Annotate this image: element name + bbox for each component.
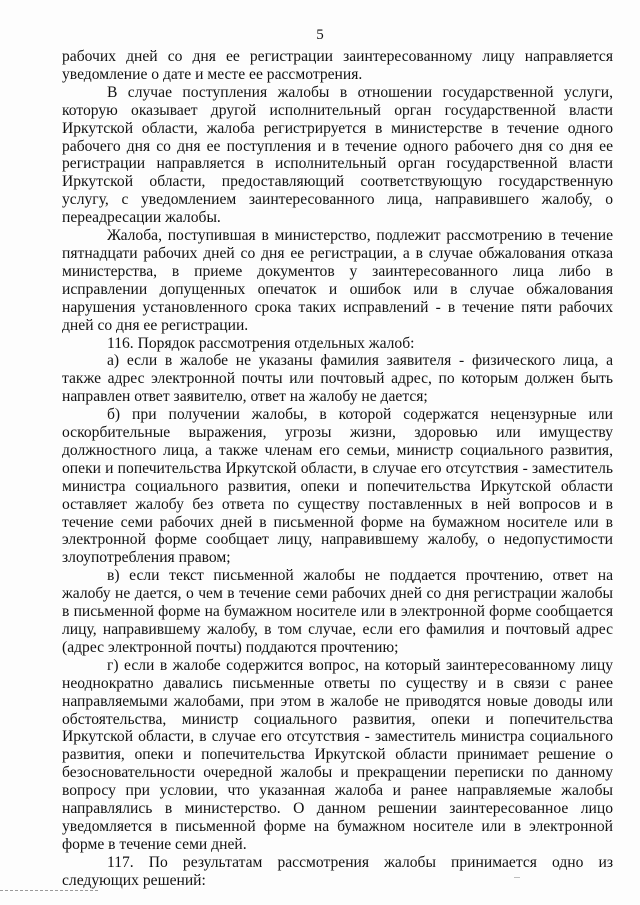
section-heading-117: 117. По результатам рассмотрения жалобы принимается одно из следующих решений: — [62, 853, 613, 889]
clause-g: г) если в жалобе содержится вопрос, на который заинтересованному лицу неоднократно давались письменные ответы по существу и в связи с ранее направляемыми жалобами, при этом в жалобе не приводятся новые доводы или обстоятельства, министр социального развития, опеки и попечительства Иркутской области, в случае его отсутствия - заместитель министра социального развития, опеки и попечительства Иркутской области принимает решение о безосновательности очередной жалобы и прекращении переписки по данному вопросу при условии, что указанная жалоба и ранее направляемые жалобы направлялись в министерство. О данном решении заинтересованное лицо уведомляется в письменной форме на бумажном носителе или в электронной форме в течение семи дней. — [62, 656, 613, 853]
clause-v: в) если текст письменной жалобы не поддается прочтению, ответ на жалобу не дается, о чем в течение семи рабочих дней со дня регистрации жалобы в письменной форме на бумажном носителе или в электронной форме сообщается лицу, направившему жалобу, в том случае, если его фамилия и почтовый адрес (адрес электронной почты) поддаются прочтению; — [62, 567, 613, 656]
clause-b: б) при получении жалобы, в которой содержатся нецензурные или оскорбительные выражения, угрозы жизни, здоровью или имуществу должностного лица, а также членам его семьи, министр социального развития, опеки и попечительства Иркутской области, в случае его отсутствия - заместитель министра социального развития, опеки и попечительства Иркутской области оставляет жалобу без ответа по существу поставленных в ней вопросов и в течение семи рабочих дней в письменной форме на бумажном носителе или в электронной форме сообщает лицу, направившему жалобу, о недопустимости злоупотребления правом; — [62, 406, 613, 567]
footer-separator-line — [0, 890, 98, 891]
paragraph-continuation: рабочих дней со дня ее регистрации заинтересованному лицу направляется уведомление о дате и месте ее рассмотрения. — [62, 48, 613, 83]
clause-a: а) если в жалобе не указаны фамилия заявителя - физического лица, а также адрес электронной почты или почтовый адрес, по которым должен быть направлен ответ заявителю, ответ на жалобу не дается; — [62, 352, 613, 406]
scan-mark — [514, 877, 520, 878]
paragraph-review-terms: Жалоба, поступившая в министерство, подлежит рассмотрению в течение пятнадцати рабочих дней со дня ее регистрации, а в случае обжалования отказа министерства, в приеме документов у заинтересованного лица либо в исправлении допущенных опечаток и ошибок или в случае обжалования нарушения установленного срока таких исправлений - в течение пяти рабочих дней со дня ее регистрации. — [62, 227, 613, 334]
document-body — [62, 48, 613, 890]
section-heading-116: 116. Порядок рассмотрения отдельных жалоб: — [107, 334, 415, 352]
page-number: 5 — [316, 27, 324, 43]
paragraph-redirect-complaint: В случае поступления жалобы в отношении государственной услуги, которую оказывает другой исполнительный орган государственной власти Иркутской области, жалоба регистрируется в министерстве в течение одного рабочего дня со дня ее поступления и в течение одного рабочего дня со дня ее регистрации направляется в исполнительный орган государственной власти Иркутской области, предоставляющий соответствующую государственную услугу, с уведомлением заинтересованного лица, направившего жалобу, о переадресации жалобы. — [62, 83, 613, 227]
